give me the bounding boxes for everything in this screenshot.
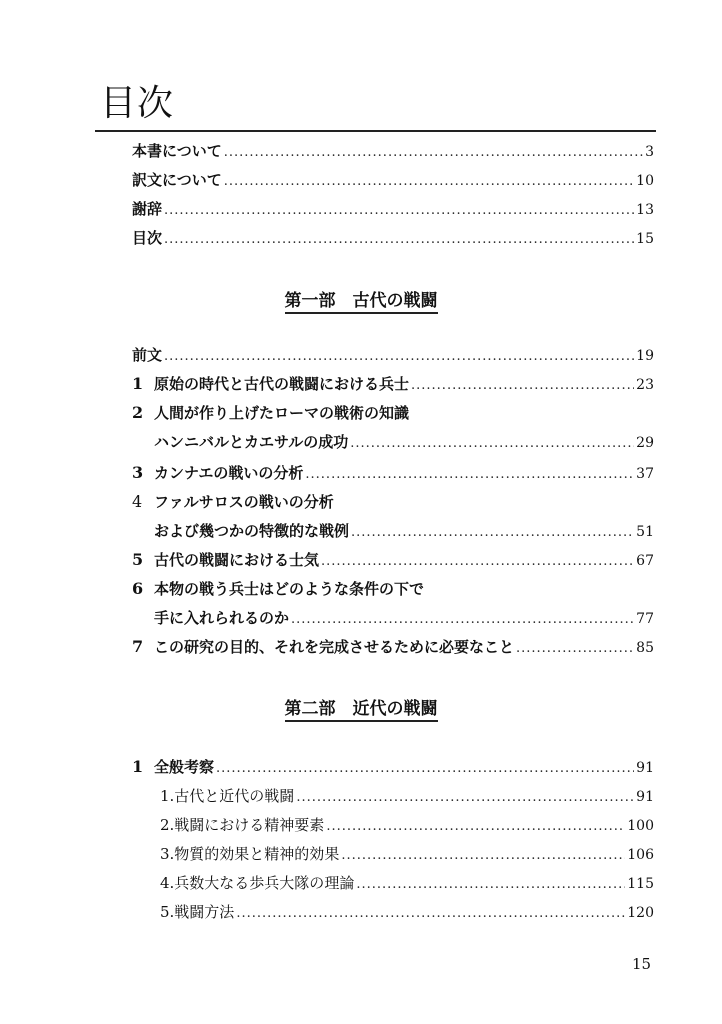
toc-label: および幾つかの特徴的な戦例 (154, 522, 350, 540)
toc-page: 91 (636, 789, 654, 805)
part1-heading: 第一部 古代の戦闘 (285, 291, 438, 314)
chapter-number: 1 (132, 757, 144, 776)
chapter-number: 6 (132, 579, 144, 598)
toc-page: 115 (627, 876, 654, 892)
toc-page: 10 (636, 173, 654, 189)
toc-subentry[interactable] (160, 901, 654, 923)
chapter-number: 3 (132, 463, 144, 482)
chapter-number: 5 (132, 550, 144, 569)
toc-entry[interactable] (132, 198, 654, 220)
toc-page: 15 (636, 231, 654, 247)
leader-dots (321, 551, 634, 573)
toc-page: 85 (636, 640, 654, 656)
toc-entry[interactable] (132, 169, 654, 191)
toc-label: 古代の戦闘における士気 (154, 551, 320, 569)
toc-entry[interactable] (132, 520, 654, 542)
toc-label: 前文 (132, 346, 163, 364)
toc-page: 3 (645, 144, 654, 160)
part2-heading: 第二部 近代の戦闘 (285, 699, 438, 722)
toc-page: 51 (636, 524, 654, 540)
leader-dots (164, 200, 634, 222)
toc-label: 本物の戦う兵士はどのような条件の下で (154, 580, 425, 598)
title-rule (95, 130, 656, 132)
toc-subentry[interactable] (160, 872, 654, 894)
toc-entry[interactable] (132, 227, 654, 249)
leader-dots (296, 787, 634, 809)
toc-label: 目次 (132, 229, 163, 247)
toc-label: 謝辞 (132, 200, 163, 218)
leader-dots (356, 874, 625, 896)
toc-entry[interactable] (132, 636, 654, 658)
toc-subentry[interactable] (160, 785, 654, 807)
toc-entry[interactable] (132, 491, 654, 513)
toc-entry[interactable] (132, 140, 654, 162)
toc-label: この研究の目的、それを完成させるために必要なこと (154, 638, 515, 656)
leader-dots (516, 638, 634, 660)
toc-page: 29 (636, 435, 654, 451)
part-heading (0, 694, 722, 719)
chapter-number: 2 (132, 403, 144, 422)
toc-label: 3.物質的効果と精神的効果 (160, 845, 340, 863)
leader-dots (216, 758, 634, 780)
toc-entry[interactable] (132, 607, 654, 629)
toc-entry[interactable] (132, 462, 654, 484)
toc-entry[interactable] (132, 756, 654, 778)
leader-dots (291, 609, 634, 631)
leader-dots (224, 142, 643, 164)
part-heading (0, 286, 722, 311)
toc-page: 37 (636, 466, 654, 482)
toc-label: 訳文について (132, 171, 222, 189)
toc-page: 13 (636, 202, 654, 218)
leader-dots (305, 464, 634, 486)
toc-label: 本書について (132, 142, 222, 160)
leader-dots (411, 375, 634, 397)
toc-page: 120 (627, 905, 654, 921)
toc-label: ファルサロスの戦いの分析 (154, 493, 334, 511)
leader-dots (341, 845, 625, 867)
toc-label: 人間が作り上げたローマの戦術の知識 (154, 404, 410, 422)
toc-entry[interactable] (132, 402, 654, 424)
toc-entry[interactable] (132, 549, 654, 571)
toc-label: 1.古代と近代の戦闘 (160, 787, 295, 805)
leader-dots (164, 346, 634, 368)
toc-subentry[interactable] (160, 843, 654, 865)
toc-entry[interactable] (132, 373, 654, 395)
toc-entry[interactable] (132, 578, 654, 600)
toc-label: カンナエの戦いの分析 (154, 464, 304, 482)
toc-page: 100 (627, 818, 654, 834)
leader-dots (164, 229, 634, 251)
toc-page: 91 (636, 760, 654, 776)
chapter-number: 7 (132, 637, 144, 656)
leader-dots (326, 816, 625, 838)
toc-page: 19 (636, 348, 654, 364)
chapter-number: 1 (132, 374, 144, 393)
toc-label: 5.戦闘方法 (160, 903, 235, 921)
toc-page: 106 (627, 847, 654, 863)
toc-entry[interactable] (132, 431, 654, 453)
toc-label: 原始の時代と古代の戦闘における兵士 (154, 375, 410, 393)
toc-label: 手に入れられるのか (154, 609, 290, 627)
chapter-number: 4 (132, 492, 143, 511)
footer-page-number: 15 (632, 955, 652, 973)
toc-page: 77 (636, 611, 654, 627)
toc-page: 23 (636, 377, 654, 393)
leader-dots (350, 433, 634, 455)
toc-label: 4.兵数大なる歩兵大隊の理論 (160, 874, 355, 892)
toc-label: 2.戦闘における精神要素 (160, 816, 325, 834)
toc-page: 67 (636, 553, 654, 569)
leader-dots (224, 171, 634, 193)
page-title: 目次 (100, 83, 175, 124)
toc-label: ハンニバルとカエサルの成功 (154, 433, 349, 451)
leader-dots (351, 522, 634, 544)
leader-dots (236, 903, 625, 925)
toc-subentry[interactable] (160, 814, 654, 836)
toc-entry[interactable] (132, 344, 654, 366)
toc-label: 全般考察 (154, 758, 215, 776)
